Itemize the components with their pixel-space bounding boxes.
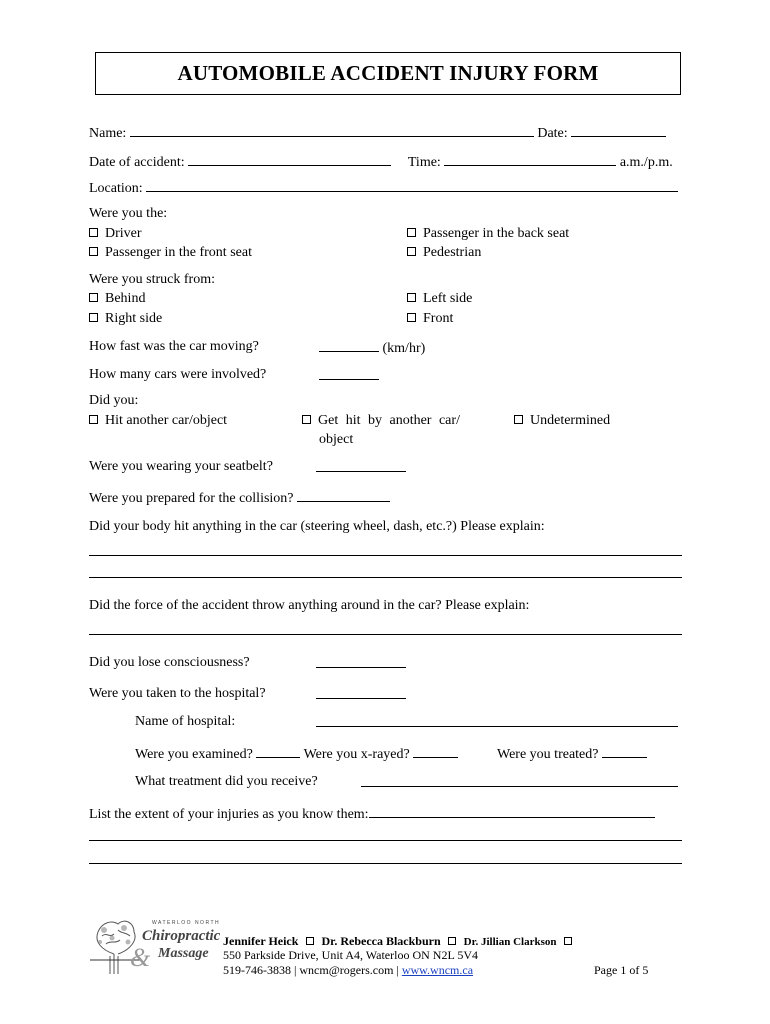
hospital-name-label: Name of hospital: (135, 714, 236, 729)
option-undetermined[interactable]: Undetermined (514, 413, 610, 429)
checkbox[interactable] (89, 293, 98, 302)
date-of-accident-field[interactable] (188, 153, 391, 166)
doctor-1: Jennifer Heick (223, 934, 299, 948)
body-hit-line-2[interactable] (89, 577, 682, 578)
option-back-seat[interactable]: Passenger in the back seat (407, 226, 569, 242)
doctor-2: Dr. Rebecca Blackburn (321, 934, 441, 948)
hospital-question: Were you taken to the hospital? (89, 686, 266, 701)
injuries-field[interactable] (369, 805, 655, 818)
consciousness-question: Did you lose consciousness? (89, 655, 250, 670)
examined-label: Were you examined? (135, 747, 253, 762)
date-field[interactable] (571, 124, 666, 137)
option-front[interactable]: Front (407, 311, 453, 327)
consciousness-row (316, 655, 406, 673)
website-link[interactable]: www.wncm.ca (401, 963, 474, 977)
doctor-3: Dr. Jillian Clarkson (463, 936, 557, 948)
name-field[interactable] (130, 124, 534, 137)
checkbox[interactable] (89, 313, 98, 322)
consciousness-field[interactable] (316, 655, 406, 668)
form-title: AUTOMOBILE ACCIDENT INJURY FORM (177, 61, 599, 85)
did-you-question: Did you: (89, 393, 139, 408)
option-left-side[interactable]: Left side (407, 291, 472, 307)
checkbox[interactable] (407, 293, 416, 302)
seatbelt-field[interactable] (316, 459, 406, 472)
force-line[interactable] (89, 634, 682, 635)
option-behind[interactable]: Behind (89, 291, 145, 307)
treatment-field[interactable] (361, 774, 678, 787)
checkbox[interactable] (407, 247, 416, 256)
body-hit-question: Did your body hit anything in the car (steering wheel, dash, etc.?) Please explain: (89, 519, 545, 534)
ampm-label: a.m./p.m. (619, 155, 673, 170)
logo-main-text: Chiropractic (142, 928, 221, 944)
location-label: Location: (89, 181, 143, 196)
examined-field[interactable] (256, 745, 300, 758)
prepared-field[interactable] (297, 489, 390, 502)
title-box (95, 52, 681, 95)
accident-row (89, 153, 673, 171)
separator-box-icon (306, 937, 314, 945)
speed-unit: (km/hr) (382, 341, 426, 356)
option-pedestrian[interactable]: Pedestrian (407, 245, 481, 261)
name-label: Name: (89, 126, 127, 141)
phone-email: 519-746-3838 | wncm@rogers.com | (223, 963, 399, 977)
location-row (89, 179, 678, 197)
speed-question: How fast was the car moving? (89, 339, 259, 354)
checkbox[interactable] (407, 313, 416, 322)
treatment-label: What treatment did you receive? (135, 774, 318, 789)
checkbox[interactable] (407, 228, 416, 237)
footer-address: 550 Parkside Drive, Unit A4, Waterloo ON N2L 5V4 (223, 948, 478, 962)
separator-box-icon (448, 937, 456, 945)
checkbox[interactable] (89, 228, 98, 237)
checkbox[interactable] (89, 415, 98, 424)
prepared-question: Were you prepared for the collision? (89, 491, 294, 506)
date-of-accident-label: Date of accident: (89, 155, 185, 170)
treated-field[interactable] (602, 745, 647, 758)
clinic-logo (88, 916, 221, 976)
were-you-question: Were you the: (89, 206, 168, 221)
option-get-hit-cont: object (319, 432, 354, 447)
location-field[interactable] (146, 179, 678, 192)
time-label: Time: (407, 155, 441, 170)
page-number: Page 1 of 5 (594, 963, 649, 977)
option-hit-another[interactable]: Hit another car/object (89, 413, 227, 429)
date-label: Date: (537, 126, 568, 141)
option-get-hit[interactable]: Get hit by another car/ (302, 413, 460, 429)
cars-row (319, 367, 379, 385)
time-field[interactable] (444, 153, 616, 166)
treated-row (497, 745, 647, 763)
xrayed-label: Were you x-rayed? (303, 747, 410, 762)
speed-field[interactable] (319, 339, 379, 352)
cars-field[interactable] (319, 367, 379, 380)
logo-sub-text: Massage (158, 946, 209, 961)
prepared-row (89, 489, 390, 507)
seatbelt-question: Were you wearing your seatbelt? (89, 459, 273, 474)
checkbox[interactable] (514, 415, 523, 424)
hospital-name-row (316, 714, 678, 732)
speed-row (319, 339, 425, 357)
hospital-field[interactable] (316, 686, 406, 699)
hospital-row (316, 686, 406, 704)
seatbelt-row (316, 459, 406, 477)
option-right-side[interactable]: Right side (89, 311, 162, 327)
separator-box-icon (564, 937, 572, 945)
force-question: Did the force of the accident throw anything around in the car? Please explain: (89, 598, 530, 613)
option-front-seat[interactable]: Passenger in the front seat (89, 245, 252, 261)
footer-contact (223, 963, 473, 978)
xrayed-field[interactable] (413, 745, 458, 758)
injuries-line-2[interactable] (89, 863, 682, 864)
cars-question: How many cars were involved? (89, 367, 267, 382)
struck-question: Were you struck from: (89, 272, 215, 287)
option-driver[interactable]: Driver (89, 226, 142, 242)
hospital-name-field[interactable] (316, 714, 678, 727)
injuries-question: List the extent of your injuries as you know them: (89, 807, 369, 822)
name-row (89, 124, 666, 142)
examined-row (135, 745, 458, 763)
treatment-row (361, 774, 678, 792)
injuries-line-1[interactable] (89, 840, 682, 841)
checkbox[interactable] (89, 247, 98, 256)
logo-top-text: WATERLOO NORTH (152, 920, 221, 926)
injuries-row (89, 805, 655, 823)
logo-ampersand: & (130, 943, 151, 972)
body-hit-line-1[interactable] (89, 555, 682, 556)
treated-label: Were you treated? (497, 747, 599, 762)
checkbox[interactable] (302, 415, 311, 424)
